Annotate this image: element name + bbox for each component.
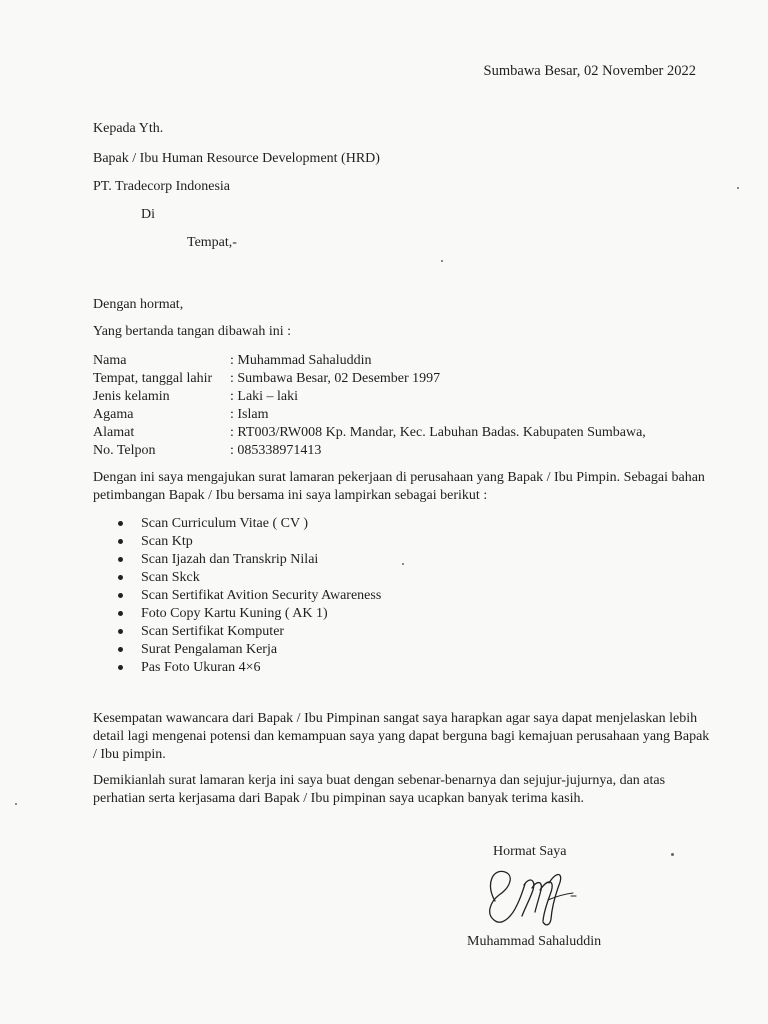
bullet-icon bbox=[118, 557, 123, 562]
scan-speck bbox=[15, 803, 17, 805]
intro-text: Yang bertanda tangan dibawah ini : bbox=[93, 324, 292, 339]
bullet-icon bbox=[118, 611, 123, 616]
bullet-icon bbox=[118, 521, 123, 526]
detail-label: No. Telpon bbox=[93, 443, 156, 458]
bullet-icon bbox=[118, 575, 123, 580]
attachment-text: Scan Skck bbox=[141, 570, 200, 585]
recipient-line-1: Kepada Yth. bbox=[93, 121, 164, 136]
salutation: Dengan hormat, bbox=[93, 297, 184, 312]
scan-speck bbox=[737, 187, 739, 189]
attachment-item bbox=[116, 533, 381, 551]
attachment-text: Scan Ijazah dan Transkrip Nilai bbox=[141, 552, 319, 567]
detail-label: Tempat, tanggal lahir bbox=[93, 371, 213, 386]
detail-label: Jenis kelamin bbox=[93, 389, 170, 404]
attachment-item bbox=[116, 515, 381, 533]
body-paragraph: Dengan ini saya mengajukan surat lamaran pekerjaan di perusahaan yang Bapak / Ibu Pimpin. Sebagai bahan petimbangan Bapak / Ibu bersama ini saya lampirkan sebagai berikut : bbox=[93, 470, 705, 503]
detail-value: : RT003/RW008 Kp. Mandar, Kec. Labuhan Badas. Kabupaten Sumbawa, bbox=[230, 425, 646, 440]
detail-label: Nama bbox=[93, 353, 127, 368]
signer-name: Muhammad Sahaluddin bbox=[467, 934, 602, 949]
attachment-text: Surat Pengalaman Kerja bbox=[141, 642, 278, 657]
detail-row bbox=[93, 406, 713, 424]
detail-label: Agama bbox=[93, 407, 134, 422]
recipient-line-3: PT. Tradecorp Indonesia bbox=[93, 179, 230, 194]
applicant-details bbox=[93, 352, 713, 460]
detail-value: : Laki – laki bbox=[230, 389, 299, 404]
recipient-line-2: Bapak / Ibu Human Resource Development (HRD) bbox=[93, 151, 380, 166]
attachment-item bbox=[116, 641, 381, 659]
attachment-item bbox=[116, 587, 381, 605]
detail-value: : Islam bbox=[230, 407, 269, 422]
attachment-text: Scan Ktp bbox=[141, 534, 193, 549]
closing-text: Hormat Saya bbox=[493, 844, 567, 859]
attachment-item bbox=[116, 605, 381, 623]
bullet-icon bbox=[118, 593, 123, 598]
detail-row bbox=[93, 388, 713, 406]
recipient-line-5: Tempat,- bbox=[187, 235, 237, 250]
recipient-line-4: Di bbox=[141, 207, 155, 222]
attachment-text: Scan Curriculum Vitae ( CV ) bbox=[141, 516, 309, 531]
signature-image bbox=[475, 856, 585, 936]
detail-label: Alamat bbox=[93, 425, 135, 440]
attachment-text: Foto Copy Kartu Kuning ( AK 1) bbox=[141, 606, 328, 621]
detail-row bbox=[93, 352, 713, 370]
detail-value: : Muhammad Sahaluddin bbox=[230, 353, 372, 368]
bullet-icon bbox=[118, 539, 123, 544]
detail-row bbox=[93, 442, 713, 460]
letter-date: Sumbawa Besar, 02 November 2022 bbox=[483, 63, 696, 79]
detail-value: : 085338971413 bbox=[230, 443, 322, 458]
attachment-item bbox=[116, 569, 381, 587]
attachment-item bbox=[116, 623, 381, 641]
bullet-icon bbox=[118, 665, 123, 670]
attachment-item bbox=[116, 551, 381, 569]
body-paragraph: Demikianlah surat lamaran kerja ini saya buat dengan sebenar-benarnya dan sejujur-jujurnya, dan atas perhatian serta kerjasama dari Bapak / Ibu pimpinan saya ucapkan banyak terima kasih. bbox=[93, 773, 666, 806]
scan-speck bbox=[671, 853, 674, 856]
attachment-text: Pas Foto Ukuran 4×6 bbox=[141, 660, 261, 675]
detail-row bbox=[93, 370, 713, 388]
attachment-text: Scan Sertifikat Avition Security Awareness bbox=[141, 588, 382, 603]
attachment-list bbox=[116, 515, 381, 677]
body-paragraph: Kesempatan wawancara dari Bapak / Ibu Pimpinan sangat saya harapkan agar saya dapat menjelaskan lebih detail lagi mengenai potensi dan kemampuan saya yang dapat berguna bagi kemajuan perusahaan yang Bapak / Ibu pimpin. bbox=[93, 711, 710, 762]
scan-speck bbox=[441, 260, 443, 262]
detail-row bbox=[93, 424, 713, 442]
attachment-text: Scan Sertifikat Komputer bbox=[141, 624, 285, 639]
detail-value: : Sumbawa Besar, 02 Desember 1997 bbox=[230, 371, 441, 386]
bullet-icon bbox=[118, 647, 123, 652]
scan-speck bbox=[402, 563, 404, 565]
attachment-item bbox=[116, 659, 381, 677]
bullet-icon bbox=[118, 629, 123, 634]
